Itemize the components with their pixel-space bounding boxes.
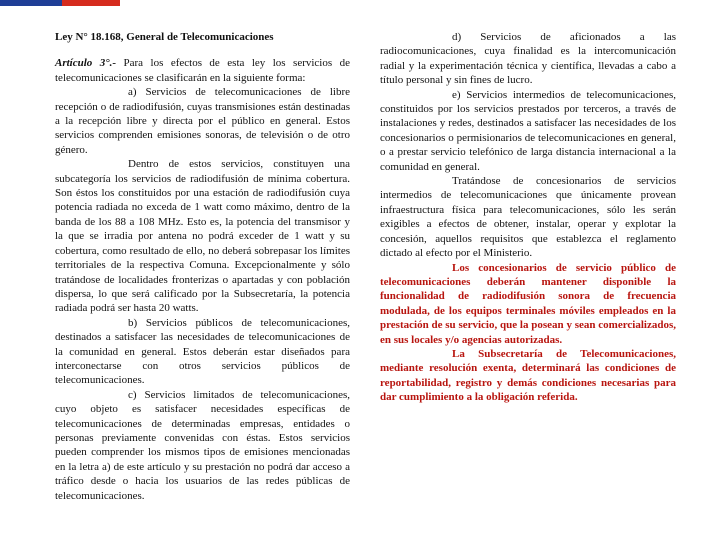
paragraph-intermediate-concessions: Tratándose de concesionarios de servicios intermedios de telecomunicaciones que únicamente provean infraestructura física para telecomunicaciones, sólo les serán exigibles a efectos de obtener, instalar, operar y explotar la concesión, aquellos requisitos que establezca el reglamento dictado al efecto por el Ministerio. (380, 175, 676, 260)
paragraph-e: e) Servicios intermedios de telecomunicaciones, constituidos por los servicios prestados por terceros, a través de instalaciones y redes, destinados a satisfacer las necesidades de los concesionarios o permisionarios de telecomunicaciones en general, o a prestar servicio telefónico de larga distancia internacional a la comunidad en general. (380, 88, 676, 173)
paragraph-d: d) Servicios de aficionados a las radiocomunicaciones, cuya finalidad es la intercomunicación radial y la experimentación técnica y científica, llevadas a cabo a título personal y sin fines de lucro. (380, 31, 676, 87)
left-column (55, 30, 350, 503)
article-label: Artículo 3°.- (55, 57, 117, 70)
header-flag-red-stripe (62, 0, 120, 6)
paragraph-subcategory: Dentro de estos servicios, constituyen una subcategoría los servicios de radiodifusión de mínima cobertura. Son éstos los constituidos por una estación de radiodifusión cuya potencia radiada no exceda de 1 watt como máximo, dentro de la banda de los 88 a 108 MHz. Esto es, la potencia del transmisor y la que se irradia por antena no podrá exceder de 1 watt y su cobertura, como resultado de ello, no deberá sobrepasar los límites territoriales de la respectiva Comuna. Excepcionalmente y sólo tratándose de localidades fronterizas o apartadas y con población dispersa, lo que será calificado por la Subsecretaría, la potencia radiada podrá ser hasta 20 watts. (55, 158, 350, 315)
right-column (380, 30, 676, 405)
article-intro-text: Para los efectos de esta ley los servicios de telecomunicaciones se clasificarán en la siguiente forma: (55, 57, 350, 84)
article-intro-paragraph (55, 56, 350, 85)
paragraph-fm-radio-requirement: Los concesionarios de servicio público de telecomunicaciones deberán mantener disponible la funcionalidad de radiodifusión sonora de frecuencia modulada, de los equipos terminales móviles empleados en la prestación de su servicio, que la posean y sean comercializados, en sus locales y/o agencias autorizadas. (380, 261, 676, 346)
header-flag-blue-stripe (0, 0, 62, 6)
paragraph-a: a) Servicios de telecomunicaciones de libre recepción o de radiodifusión, cuyas transmisiones están destinadas a la recepción libre y directa por el público en general. Estos servicios comprenden emisiones sonoras, de televisión o de otro género. (55, 86, 350, 156)
law-title: Ley N° 18.168, General de Telecomunicaciones (55, 31, 274, 43)
paragraph-b: b) Servicios públicos de telecomunicaciones, destinados a satisfacer las necesidades de telecomunicaciones de la comunidad en general. Estos deberán estar diseñados para interconectarse con otros servicios públicos de telecomunicaciones. (55, 316, 350, 387)
paragraph-c: c) Servicios limitados de telecomunicaciones, cuyo objeto es satisfacer necesidades específicas de telecomunicaciones de determinadas empresas, entidades o personas previamente convenidas con éstas. Estos servicios pueden comprender los mismos tipos de emisiones mencionadas en la letra a) de este artículo y su prestación no podrá dar acceso a tráfico desde o hacia los usuarios de las redes públicas de telecomunicaciones. (55, 388, 350, 502)
paragraph-subtel-resolution: La Subsecretaría de Telecomunicaciones, mediante resolución exenta, determinará las condiciones de reportabilidad, registro y demás condiciones necesarias para dar cumplimiento a la obligación referida. (380, 347, 676, 404)
